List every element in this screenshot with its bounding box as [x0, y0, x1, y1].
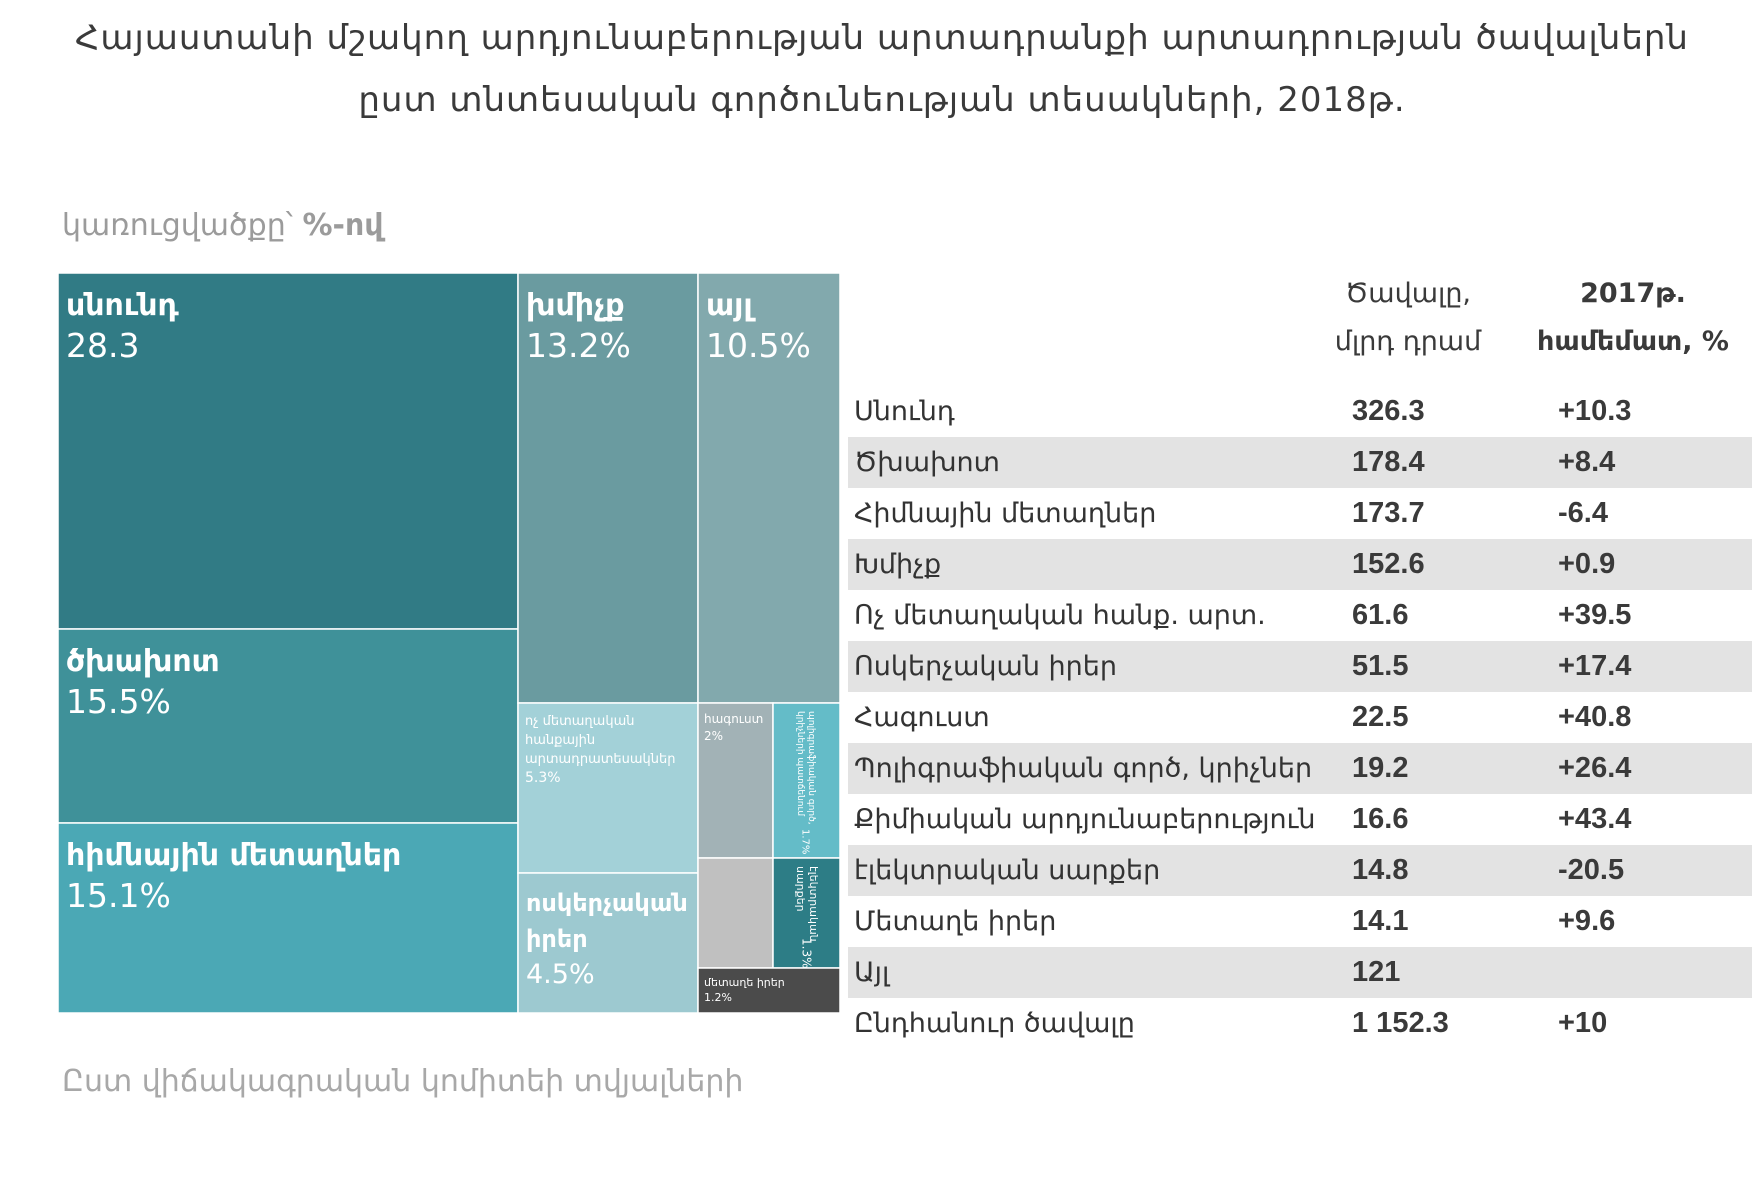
treemap-value: 15.1%: [66, 876, 171, 915]
subtitle-prefix: կառուցվածքը՝: [62, 208, 303, 243]
column-header-volume: [1308, 270, 1508, 366]
treemap-value: 28.3: [66, 326, 140, 365]
row-change: -6.4: [1558, 497, 1608, 529]
row-volume: 173.7: [1352, 497, 1425, 529]
treemap-value: 1.2%: [704, 991, 732, 1004]
treemap-value: 10.5%: [706, 326, 811, 365]
treemap-label: ոսկերչական: [526, 889, 688, 917]
treemap-label: սնունդ: [66, 288, 179, 323]
row-volume: 14.1: [1352, 905, 1409, 937]
row-volume: 61.6: [1352, 599, 1409, 631]
table-row: [848, 845, 1752, 896]
table-row: [848, 947, 1752, 998]
table-row: [848, 743, 1752, 794]
column-header-change-line-2: համեմատ, %: [1537, 326, 1729, 357]
row-name: Քիմիական արդյունաբերություն: [854, 804, 1316, 835]
treemap-label: մետաղե իրեր: [704, 976, 785, 989]
row-volume: 121: [1352, 956, 1401, 988]
row-name: Պոլիգրաֆիական գործ, կրիչներ: [854, 753, 1313, 784]
chart-title-line-2: ըստ տնտեսական գործունեության տեսակների, 2018թ.: [358, 80, 1406, 120]
treemap-label: կրիչների պատճենում: [795, 711, 805, 817]
row-change: +10: [1558, 1007, 1608, 1039]
row-change: +43.4: [1558, 803, 1632, 835]
row-volume: 16.6: [1352, 803, 1409, 835]
table-row: [848, 386, 1752, 437]
row-change: -20.5: [1558, 854, 1625, 886]
treemap-value: 1.3%: [799, 938, 814, 969]
row-change: +10.3: [1558, 395, 1632, 427]
table-row: [848, 437, 1752, 488]
row-name: Ընդհանուր ծավալը: [854, 1008, 1135, 1039]
row-change: +26.4: [1558, 752, 1632, 784]
treemap-chart: [58, 273, 840, 1013]
row-name: Այլ: [854, 957, 890, 988]
row-volume: 14.8: [1352, 854, 1409, 886]
table-row: [848, 539, 1752, 590]
treemap-label: իրեր: [526, 925, 588, 953]
treemap-label: հագուստ: [704, 712, 764, 726]
subtitle-unit: %-ով: [302, 208, 384, 243]
table-row: [848, 794, 1752, 845]
row-change: +17.4: [1558, 650, 1632, 682]
table-row: [848, 488, 1752, 539]
row-volume: 326.3: [1352, 395, 1425, 427]
treemap-label: էլեկտրական: [807, 866, 820, 942]
treemap-label: հիմնային մետաղներ: [66, 838, 402, 873]
table-body: [848, 386, 1752, 1049]
source-note: Ըստ վիճակագրական կոմիտեի տվյալների: [62, 1064, 744, 1099]
row-volume: 1 152.3: [1352, 1007, 1449, 1039]
treemap-value: 1.7%: [799, 829, 811, 855]
treemap-label: արտադրատեսակներ: [525, 752, 676, 767]
table-row: [848, 896, 1752, 947]
table-row: [848, 998, 1752, 1049]
row-volume: 51.5: [1352, 650, 1409, 682]
row-change: +39.5: [1558, 599, 1632, 631]
treemap-subtitle: [62, 208, 384, 243]
row-name: Ծխախոտ: [854, 447, 1000, 478]
treemap-value: 5.3%: [525, 770, 561, 786]
treemap-value: 15.5%: [66, 682, 171, 721]
table-row: [848, 590, 1752, 641]
treemap-value: 2%: [704, 729, 724, 743]
table-row: [848, 692, 1752, 743]
row-name: Հագուստ: [854, 702, 990, 733]
row-name: Հիմնային մետաղներ: [854, 498, 1157, 529]
column-header-change-line-1: 2017թ.: [1580, 278, 1686, 309]
table-row: [848, 641, 1752, 692]
row-name: Սնունդ: [854, 396, 955, 427]
column-header-volume-line-1: Ծավալը,: [1344, 278, 1472, 309]
row-volume: 152.6: [1352, 548, 1425, 580]
row-name: Մետաղե իրեր: [854, 906, 1057, 937]
row-name: էլեկտրական սարքեր: [854, 855, 1161, 886]
row-name: Ոսկերչական իրեր: [854, 651, 1117, 682]
treemap-value: 4.5%: [526, 959, 595, 990]
chart-title-line-1: Հայաստանի մշակող արդյունաբերության արտադրանքի արտադրության ծավալներն: [75, 18, 1689, 58]
treemap-label: ոչ մետաղական: [525, 714, 635, 729]
treemap-tile-clothing: [698, 703, 773, 858]
row-change: +9.6: [1558, 905, 1616, 937]
treemap-label: ծխախոտ: [66, 644, 220, 679]
row-change: +8.4: [1558, 446, 1616, 478]
column-header-volume-line-2: մլրդ դրամ: [1334, 326, 1482, 357]
treemap-label: սարքեր: [794, 866, 807, 912]
treemap-tile-chemical: [698, 858, 773, 968]
row-name: Խմիչք: [854, 549, 942, 580]
treemap-label: պոլիգրաֆիական գործ,: [806, 711, 816, 825]
row-volume: 22.5: [1352, 701, 1409, 733]
column-header-change: [1518, 270, 1748, 366]
treemap-label: հանքային: [525, 733, 596, 748]
row-change: +40.8: [1558, 701, 1632, 733]
row-name: Ոչ մետաղական հանք. արտ.: [854, 600, 1266, 631]
data-table: [848, 270, 1752, 1049]
treemap-label: այլ: [706, 288, 753, 323]
row-volume: 178.4: [1352, 446, 1425, 478]
treemap-value: 13.2%: [526, 326, 631, 365]
row-volume: 19.2: [1352, 752, 1409, 784]
table-header: [848, 270, 1752, 386]
treemap-label: խմիչք: [526, 288, 625, 323]
row-change: +0.9: [1558, 548, 1616, 580]
